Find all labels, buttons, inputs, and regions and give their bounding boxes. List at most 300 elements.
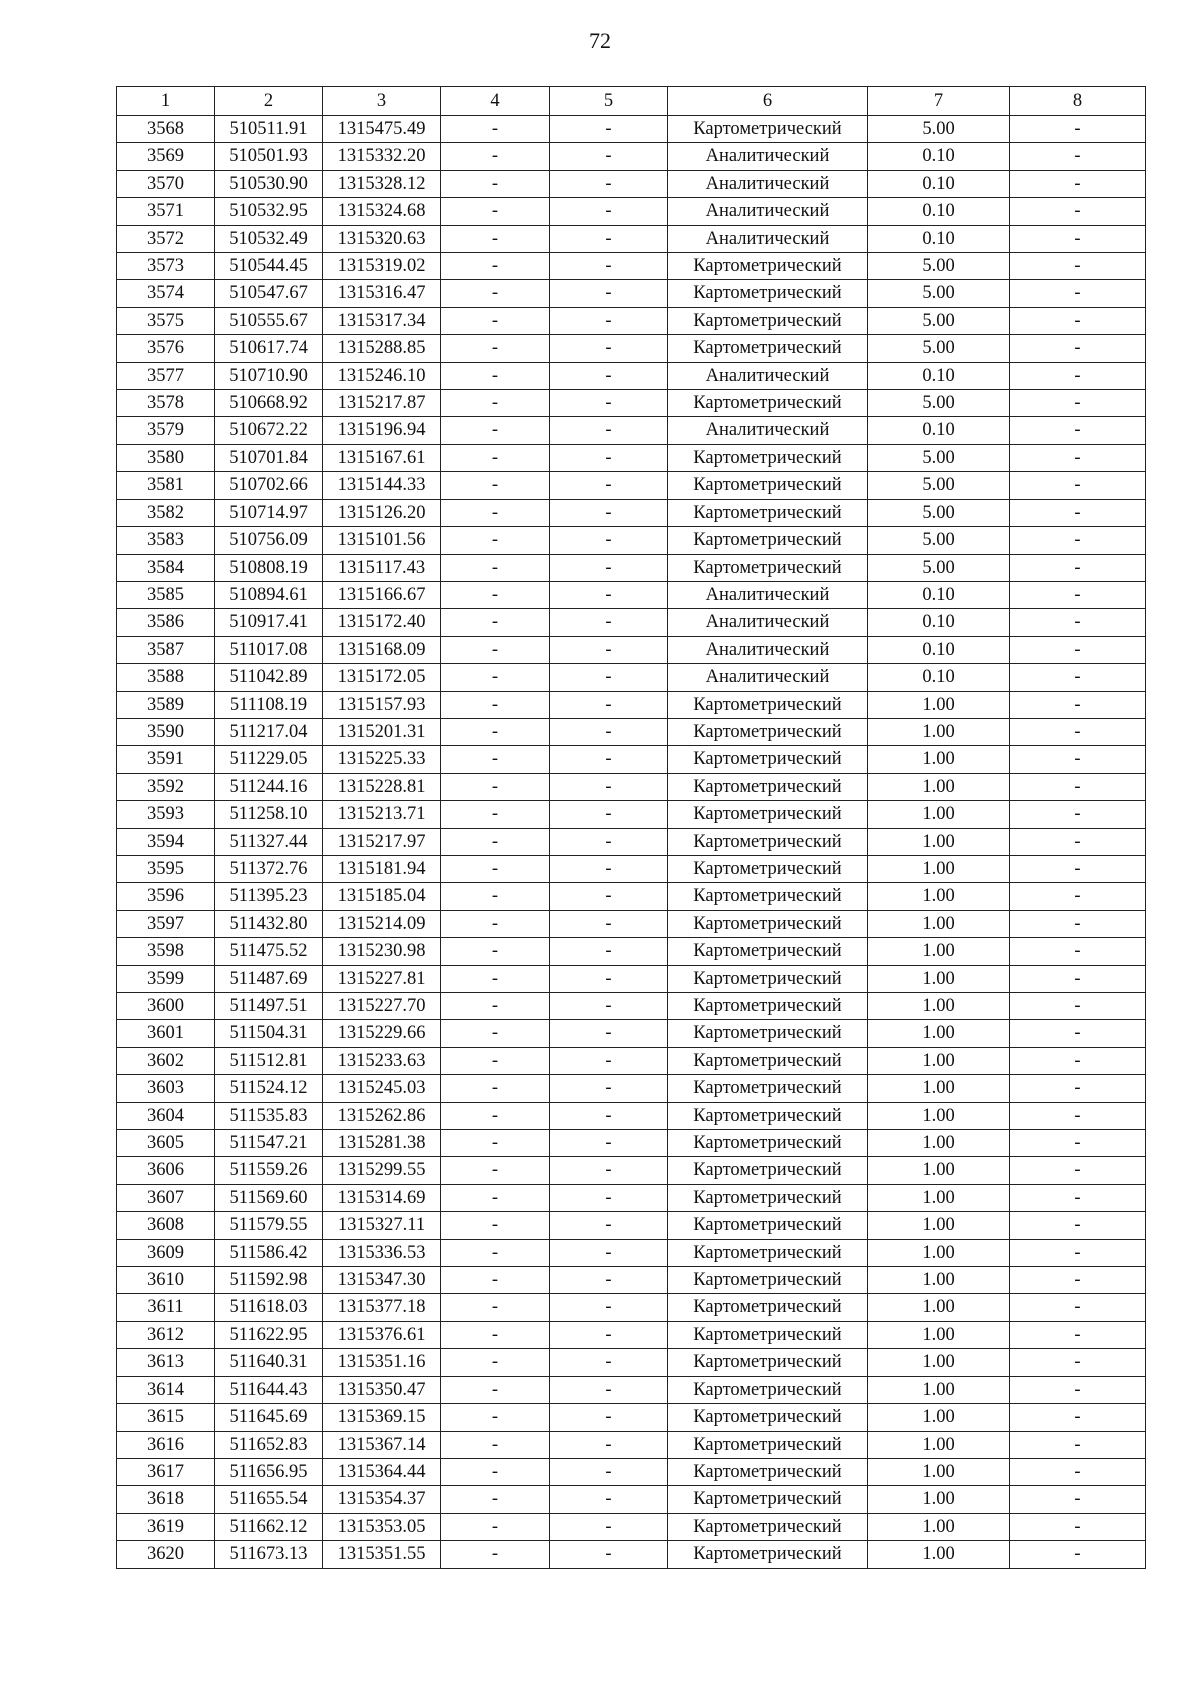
method-cell: Картометрический — [668, 1130, 868, 1157]
coordinates-table — [116, 86, 1146, 1569]
col4-cell: - — [441, 1102, 550, 1129]
accuracy-cell: 0.10 — [868, 581, 1010, 608]
x-coordinate-cell: 511258.10 — [215, 801, 323, 828]
table-row — [117, 1321, 1146, 1348]
y-coordinate-cell: 1315377.18 — [323, 1294, 441, 1321]
x-coordinate-cell: 511655.54 — [215, 1486, 323, 1513]
col5-cell: - — [550, 554, 668, 581]
x-coordinate-cell: 511559.26 — [215, 1157, 323, 1184]
x-coordinate-cell: 510808.19 — [215, 554, 323, 581]
point-number-cell: 3609 — [117, 1239, 215, 1266]
method-cell: Картометрический — [668, 1239, 868, 1266]
y-coordinate-cell: 1315227.81 — [323, 965, 441, 992]
x-coordinate-cell: 511244.16 — [215, 773, 323, 800]
method-cell: Картометрический — [668, 938, 868, 965]
col8-cell: - — [1010, 828, 1146, 855]
col4-cell: - — [441, 1321, 550, 1348]
y-coordinate-cell: 1315288.85 — [323, 335, 441, 362]
point-number-cell: 3591 — [117, 746, 215, 773]
x-coordinate-cell: 511475.52 — [215, 938, 323, 965]
point-number-cell: 3582 — [117, 499, 215, 526]
y-coordinate-cell: 1315353.05 — [323, 1513, 441, 1540]
y-coordinate-cell: 1315245.03 — [323, 1075, 441, 1102]
col5-cell: - — [550, 1102, 668, 1129]
accuracy-cell: 1.00 — [868, 1130, 1010, 1157]
col5-cell: - — [550, 1020, 668, 1047]
col5-cell: - — [550, 1404, 668, 1431]
point-number-cell: 3585 — [117, 581, 215, 608]
accuracy-cell: 1.00 — [868, 1431, 1010, 1458]
col4-cell: - — [441, 718, 550, 745]
point-number-cell: 3590 — [117, 718, 215, 745]
y-coordinate-cell: 1315336.53 — [323, 1239, 441, 1266]
col4-cell: - — [441, 609, 550, 636]
table-header-row — [117, 87, 1146, 116]
table-row — [117, 938, 1146, 965]
x-coordinate-cell: 511579.55 — [215, 1212, 323, 1239]
method-cell: Аналитический — [668, 225, 868, 252]
col8-cell: - — [1010, 1212, 1146, 1239]
y-coordinate-cell: 1315144.33 — [323, 472, 441, 499]
header-cell: 7 — [868, 87, 1010, 116]
accuracy-cell: 1.00 — [868, 938, 1010, 965]
col5-cell: - — [550, 1184, 668, 1211]
accuracy-cell: 1.00 — [868, 1184, 1010, 1211]
col4-cell: - — [441, 1075, 550, 1102]
x-coordinate-cell: 511432.80 — [215, 910, 323, 937]
table-row — [117, 527, 1146, 554]
method-cell: Картометрический — [668, 773, 868, 800]
y-coordinate-cell: 1315227.70 — [323, 993, 441, 1020]
col5-cell: - — [550, 472, 668, 499]
col4-cell: - — [441, 307, 550, 334]
point-number-cell: 3574 — [117, 280, 215, 307]
accuracy-cell: 0.10 — [868, 636, 1010, 663]
point-number-cell: 3588 — [117, 664, 215, 691]
x-coordinate-cell: 510714.97 — [215, 499, 323, 526]
accuracy-cell: 1.00 — [868, 1486, 1010, 1513]
col8-cell: - — [1010, 1404, 1146, 1431]
point-number-cell: 3576 — [117, 335, 215, 362]
col8-cell: - — [1010, 225, 1146, 252]
table-row — [117, 1075, 1146, 1102]
point-number-cell: 3598 — [117, 938, 215, 965]
accuracy-cell: 5.00 — [868, 472, 1010, 499]
point-number-cell: 3596 — [117, 883, 215, 910]
table-row — [117, 636, 1146, 663]
col8-cell: - — [1010, 554, 1146, 581]
header-cell: 4 — [441, 87, 550, 116]
col8-cell: - — [1010, 1184, 1146, 1211]
table-row — [117, 773, 1146, 800]
col4-cell: - — [441, 472, 550, 499]
col5-cell: - — [550, 636, 668, 663]
accuracy-cell: 1.00 — [868, 1541, 1010, 1568]
point-number-cell: 3612 — [117, 1321, 215, 1348]
accuracy-cell: 1.00 — [868, 1458, 1010, 1485]
table-row — [117, 718, 1146, 745]
col4-cell: - — [441, 910, 550, 937]
col4-cell: - — [441, 965, 550, 992]
accuracy-cell: 1.00 — [868, 855, 1010, 882]
col5-cell: - — [550, 1431, 668, 1458]
method-cell: Картометрический — [668, 1020, 868, 1047]
col4-cell: - — [441, 1486, 550, 1513]
accuracy-cell: 1.00 — [868, 1102, 1010, 1129]
y-coordinate-cell: 1315332.20 — [323, 143, 441, 170]
y-coordinate-cell: 1315225.33 — [323, 746, 441, 773]
point-number-cell: 3593 — [117, 801, 215, 828]
x-coordinate-cell: 511108.19 — [215, 691, 323, 718]
col8-cell: - — [1010, 307, 1146, 334]
table-row — [117, 1020, 1146, 1047]
point-number-cell: 3578 — [117, 390, 215, 417]
accuracy-cell: 1.00 — [868, 828, 1010, 855]
col4-cell: - — [441, 198, 550, 225]
x-coordinate-cell: 510756.09 — [215, 527, 323, 554]
method-cell: Картометрический — [668, 499, 868, 526]
point-number-cell: 3603 — [117, 1075, 215, 1102]
y-coordinate-cell: 1315354.37 — [323, 1486, 441, 1513]
y-coordinate-cell: 1315324.68 — [323, 198, 441, 225]
method-cell: Картометрический — [668, 444, 868, 471]
table-row — [117, 198, 1146, 225]
col4-cell: - — [441, 1239, 550, 1266]
method-cell: Картометрический — [668, 1075, 868, 1102]
point-number-cell: 3594 — [117, 828, 215, 855]
method-cell: Картометрический — [668, 1184, 868, 1211]
y-coordinate-cell: 1315230.98 — [323, 938, 441, 965]
col8-cell: - — [1010, 636, 1146, 663]
method-cell: Аналитический — [668, 664, 868, 691]
col8-cell: - — [1010, 1458, 1146, 1485]
col4-cell: - — [441, 225, 550, 252]
y-coordinate-cell: 1315213.71 — [323, 801, 441, 828]
table-row — [117, 554, 1146, 581]
method-cell: Картометрический — [668, 965, 868, 992]
col4-cell: - — [441, 527, 550, 554]
x-coordinate-cell: 511640.31 — [215, 1349, 323, 1376]
table-row — [117, 1267, 1146, 1294]
col5-cell: - — [550, 664, 668, 691]
y-coordinate-cell: 1315233.63 — [323, 1047, 441, 1074]
x-coordinate-cell: 511618.03 — [215, 1294, 323, 1321]
col8-cell: - — [1010, 1047, 1146, 1074]
col4-cell: - — [441, 499, 550, 526]
col4-cell: - — [441, 554, 550, 581]
accuracy-cell: 0.10 — [868, 362, 1010, 389]
col8-cell: - — [1010, 993, 1146, 1020]
accuracy-cell: 1.00 — [868, 1321, 1010, 1348]
col5-cell: - — [550, 1267, 668, 1294]
col4-cell: - — [441, 1294, 550, 1321]
point-number-cell: 3571 — [117, 198, 215, 225]
y-coordinate-cell: 1315168.09 — [323, 636, 441, 663]
accuracy-cell: 5.00 — [868, 335, 1010, 362]
table-row — [117, 1102, 1146, 1129]
col5-cell: - — [550, 581, 668, 608]
x-coordinate-cell: 510617.74 — [215, 335, 323, 362]
col5-cell: - — [550, 828, 668, 855]
y-coordinate-cell: 1315214.09 — [323, 910, 441, 937]
col8-cell: - — [1010, 855, 1146, 882]
method-cell: Картометрический — [668, 1376, 868, 1403]
y-coordinate-cell: 1315351.55 — [323, 1541, 441, 1568]
col5-cell: - — [550, 993, 668, 1020]
table-row — [117, 143, 1146, 170]
point-number-cell: 3580 — [117, 444, 215, 471]
col4-cell: - — [441, 1541, 550, 1568]
table-row — [117, 362, 1146, 389]
method-cell: Картометрический — [668, 828, 868, 855]
table-row — [117, 1157, 1146, 1184]
col8-cell: - — [1010, 1075, 1146, 1102]
x-coordinate-cell: 511644.43 — [215, 1376, 323, 1403]
col5-cell: - — [550, 1349, 668, 1376]
point-number-cell: 3587 — [117, 636, 215, 663]
method-cell: Картометрический — [668, 746, 868, 773]
col8-cell: - — [1010, 198, 1146, 225]
accuracy-cell: 5.00 — [868, 390, 1010, 417]
method-cell: Картометрический — [668, 1349, 868, 1376]
col8-cell: - — [1010, 910, 1146, 937]
table-row — [117, 499, 1146, 526]
col8-cell: - — [1010, 170, 1146, 197]
x-coordinate-cell: 511645.69 — [215, 1404, 323, 1431]
table-row — [117, 1458, 1146, 1485]
table-row — [117, 417, 1146, 444]
y-coordinate-cell: 1315201.31 — [323, 718, 441, 745]
point-number-cell: 3568 — [117, 116, 215, 143]
table-row — [117, 1404, 1146, 1431]
col4-cell: - — [441, 801, 550, 828]
point-number-cell: 3605 — [117, 1130, 215, 1157]
x-coordinate-cell: 510511.91 — [215, 116, 323, 143]
x-coordinate-cell: 511592.98 — [215, 1267, 323, 1294]
y-coordinate-cell: 1315316.47 — [323, 280, 441, 307]
col5-cell: - — [550, 746, 668, 773]
col8-cell: - — [1010, 1376, 1146, 1403]
col8-cell: - — [1010, 1431, 1146, 1458]
col4-cell: - — [441, 417, 550, 444]
col8-cell: - — [1010, 609, 1146, 636]
col4-cell: - — [441, 1047, 550, 1074]
method-cell: Картометрический — [668, 1267, 868, 1294]
col5-cell: - — [550, 1130, 668, 1157]
y-coordinate-cell: 1315351.16 — [323, 1349, 441, 1376]
col5-cell: - — [550, 527, 668, 554]
point-number-cell: 3577 — [117, 362, 215, 389]
x-coordinate-cell: 511372.76 — [215, 855, 323, 882]
accuracy-cell: 1.00 — [868, 773, 1010, 800]
table-body — [117, 87, 1146, 1569]
y-coordinate-cell: 1315347.30 — [323, 1267, 441, 1294]
point-number-cell: 3615 — [117, 1404, 215, 1431]
point-number-cell: 3584 — [117, 554, 215, 581]
point-number-cell: 3573 — [117, 253, 215, 280]
point-number-cell: 3579 — [117, 417, 215, 444]
table-row — [117, 1431, 1146, 1458]
x-coordinate-cell: 511395.23 — [215, 883, 323, 910]
method-cell: Картометрический — [668, 691, 868, 718]
col5-cell: - — [550, 1376, 668, 1403]
point-number-cell: 3606 — [117, 1157, 215, 1184]
col4-cell: - — [441, 855, 550, 882]
table-row — [117, 965, 1146, 992]
table-row — [117, 691, 1146, 718]
method-cell: Картометрический — [668, 116, 868, 143]
table-row — [117, 801, 1146, 828]
y-coordinate-cell: 1315228.81 — [323, 773, 441, 800]
table-row — [117, 828, 1146, 855]
method-cell: Картометрический — [668, 472, 868, 499]
col8-cell: - — [1010, 801, 1146, 828]
point-number-cell: 3610 — [117, 1267, 215, 1294]
col8-cell: - — [1010, 965, 1146, 992]
point-number-cell: 3608 — [117, 1212, 215, 1239]
col8-cell: - — [1010, 335, 1146, 362]
y-coordinate-cell: 1315229.66 — [323, 1020, 441, 1047]
x-coordinate-cell: 511217.04 — [215, 718, 323, 745]
col5-cell: - — [550, 335, 668, 362]
accuracy-cell: 1.00 — [868, 993, 1010, 1020]
col8-cell: - — [1010, 116, 1146, 143]
y-coordinate-cell: 1315172.40 — [323, 609, 441, 636]
x-coordinate-cell: 511504.31 — [215, 1020, 323, 1047]
method-cell: Аналитический — [668, 636, 868, 663]
y-coordinate-cell: 1315319.02 — [323, 253, 441, 280]
method-cell: Картометрический — [668, 718, 868, 745]
x-coordinate-cell: 510702.66 — [215, 472, 323, 499]
col8-cell: - — [1010, 1294, 1146, 1321]
method-cell: Картометрический — [668, 910, 868, 937]
col4-cell: - — [441, 1157, 550, 1184]
point-number-cell: 3620 — [117, 1541, 215, 1568]
method-cell: Картометрический — [668, 253, 868, 280]
table-row — [117, 116, 1146, 143]
y-coordinate-cell: 1315314.69 — [323, 1184, 441, 1211]
y-coordinate-cell: 1315157.93 — [323, 691, 441, 718]
x-coordinate-cell: 511662.12 — [215, 1513, 323, 1540]
col5-cell: - — [550, 417, 668, 444]
x-coordinate-cell: 510544.45 — [215, 253, 323, 280]
col4-cell: - — [441, 1458, 550, 1485]
x-coordinate-cell: 511497.51 — [215, 993, 323, 1020]
point-number-cell: 3602 — [117, 1047, 215, 1074]
col5-cell: - — [550, 1239, 668, 1266]
accuracy-cell: 0.10 — [868, 664, 1010, 691]
point-number-cell: 3618 — [117, 1486, 215, 1513]
col4-cell: - — [441, 1212, 550, 1239]
table-row — [117, 225, 1146, 252]
accuracy-cell: 1.00 — [868, 1239, 1010, 1266]
method-cell: Картометрический — [668, 1157, 868, 1184]
table-row — [117, 1486, 1146, 1513]
x-coordinate-cell: 510532.95 — [215, 198, 323, 225]
table-row — [117, 1047, 1146, 1074]
table-row — [117, 444, 1146, 471]
col8-cell: - — [1010, 280, 1146, 307]
x-coordinate-cell: 510547.67 — [215, 280, 323, 307]
y-coordinate-cell: 1315364.44 — [323, 1458, 441, 1485]
x-coordinate-cell: 511569.60 — [215, 1184, 323, 1211]
y-coordinate-cell: 1315181.94 — [323, 855, 441, 882]
x-coordinate-cell: 510668.92 — [215, 390, 323, 417]
point-number-cell: 3569 — [117, 143, 215, 170]
y-coordinate-cell: 1315320.63 — [323, 225, 441, 252]
col8-cell: - — [1010, 1239, 1146, 1266]
method-cell: Картометрический — [668, 993, 868, 1020]
col8-cell: - — [1010, 1157, 1146, 1184]
point-number-cell: 3614 — [117, 1376, 215, 1403]
accuracy-cell: 5.00 — [868, 444, 1010, 471]
method-cell: Картометрический — [668, 883, 868, 910]
accuracy-cell: 0.10 — [868, 417, 1010, 444]
table-row — [117, 910, 1146, 937]
col8-cell: - — [1010, 773, 1146, 800]
header-cell: 3 — [323, 87, 441, 116]
y-coordinate-cell: 1315196.94 — [323, 417, 441, 444]
col4-cell: - — [441, 746, 550, 773]
method-cell: Картометрический — [668, 801, 868, 828]
method-cell: Картометрический — [668, 1486, 868, 1513]
col5-cell: - — [550, 609, 668, 636]
col8-cell: - — [1010, 1102, 1146, 1129]
x-coordinate-cell: 510530.90 — [215, 170, 323, 197]
accuracy-cell: 1.00 — [868, 910, 1010, 937]
col8-cell: - — [1010, 1349, 1146, 1376]
col4-cell: - — [441, 362, 550, 389]
method-cell: Аналитический — [668, 198, 868, 225]
accuracy-cell: 1.00 — [868, 718, 1010, 745]
y-coordinate-cell: 1315167.61 — [323, 444, 441, 471]
x-coordinate-cell: 511656.95 — [215, 1458, 323, 1485]
x-coordinate-cell: 510672.22 — [215, 417, 323, 444]
col5-cell: - — [550, 1212, 668, 1239]
col8-cell: - — [1010, 390, 1146, 417]
method-cell: Картометрический — [668, 1047, 868, 1074]
table-row — [117, 1239, 1146, 1266]
col8-cell: - — [1010, 417, 1146, 444]
method-cell: Картометрический — [668, 1212, 868, 1239]
col8-cell: - — [1010, 746, 1146, 773]
method-cell: Картометрический — [668, 1541, 868, 1568]
method-cell: Картометрический — [668, 527, 868, 554]
point-number-cell: 3617 — [117, 1458, 215, 1485]
col5-cell: - — [550, 444, 668, 471]
x-coordinate-cell: 510710.90 — [215, 362, 323, 389]
point-number-cell: 3581 — [117, 472, 215, 499]
accuracy-cell: 1.00 — [868, 1020, 1010, 1047]
table-row — [117, 335, 1146, 362]
y-coordinate-cell: 1315369.15 — [323, 1404, 441, 1431]
col4-cell: - — [441, 1184, 550, 1211]
x-coordinate-cell: 511327.44 — [215, 828, 323, 855]
accuracy-cell: 1.00 — [868, 1157, 1010, 1184]
table-row — [117, 993, 1146, 1020]
col5-cell: - — [550, 253, 668, 280]
method-cell: Картометрический — [668, 855, 868, 882]
col5-cell: - — [550, 225, 668, 252]
header-cell: 2 — [215, 87, 323, 116]
method-cell: Картометрический — [668, 554, 868, 581]
col5-cell: - — [550, 116, 668, 143]
method-cell: Картометрический — [668, 307, 868, 334]
y-coordinate-cell: 1315475.49 — [323, 116, 441, 143]
accuracy-cell: 5.00 — [868, 527, 1010, 554]
col5-cell: - — [550, 1047, 668, 1074]
x-coordinate-cell: 511622.95 — [215, 1321, 323, 1348]
